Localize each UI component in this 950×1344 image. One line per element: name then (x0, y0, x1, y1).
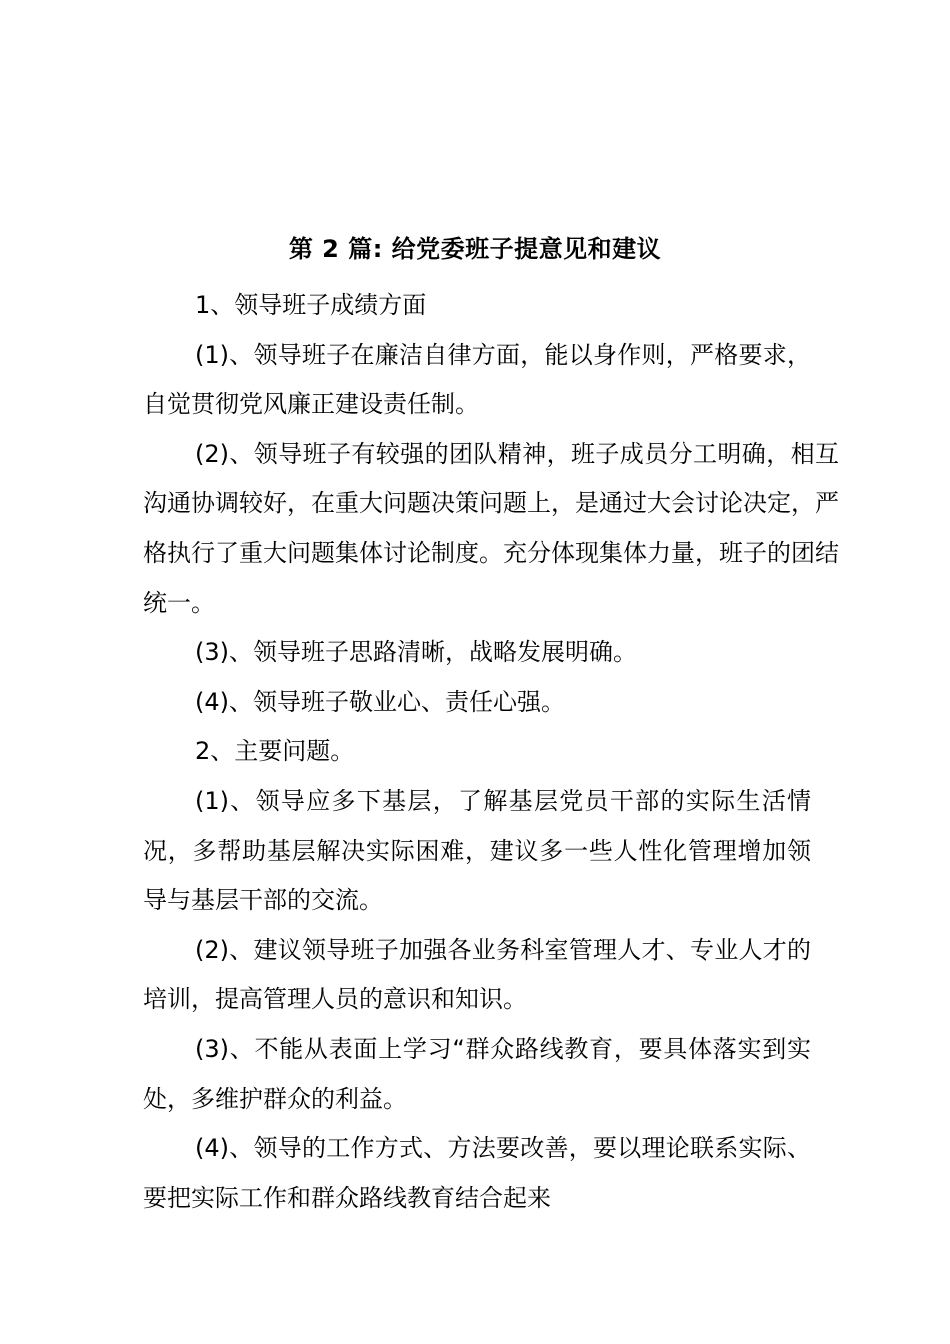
document-body (143, 281, 839, 1223)
section-heading-problems: 2、主要问题。 (195, 737, 355, 766)
achievement-item-2: (2)、领导班子有较强的团队精神，班子成员分工明确，相互沟通协调较好，在重大问题决策问题上，是通过大会讨论决定，严格执行了重大问题集体讨论制度。充分体现集体力量，班子的团结统一。 (143, 439, 839, 617)
problem-item-4: (4)、领导的工作方式、方法要改善，要以理论联系实际、要把实际工作和群众路线教育结合起来 (143, 1134, 811, 1212)
document-title: 第 2 篇: 给党委班子提意见和建议 (288, 235, 662, 263)
problem-item-1: (1)、领导应多下基层，了解基层党员干部的实际生活情况，多帮助基层解决实际困难，建议多一些人性化管理增加领导与基层干部的交流。 (143, 786, 811, 915)
achievement-item-4: (4)、领导班子敬业心、责任心强。 (195, 687, 565, 716)
problem-item-2: (2)、建议领导班子加强各业务科室管理人才、专业人才的培训，提高管理人员的意识和知识。 (143, 935, 811, 1014)
achievement-item-3: (3)、领导班子思路清晰，战略发展明确。 (195, 638, 637, 667)
achievement-item-1: (1)、领导班子在廉洁自律方面，能以身作则，严格要求，自觉贯彻党风廉正建设责任制。 (143, 340, 811, 419)
problem-item-3: (3)、不能从表面上学习“群众路线教育，要具体落实到实处，多维护群众的利益。 (143, 1034, 811, 1113)
section-heading-achievements: 1、领导班子成绩方面 (195, 291, 427, 319)
